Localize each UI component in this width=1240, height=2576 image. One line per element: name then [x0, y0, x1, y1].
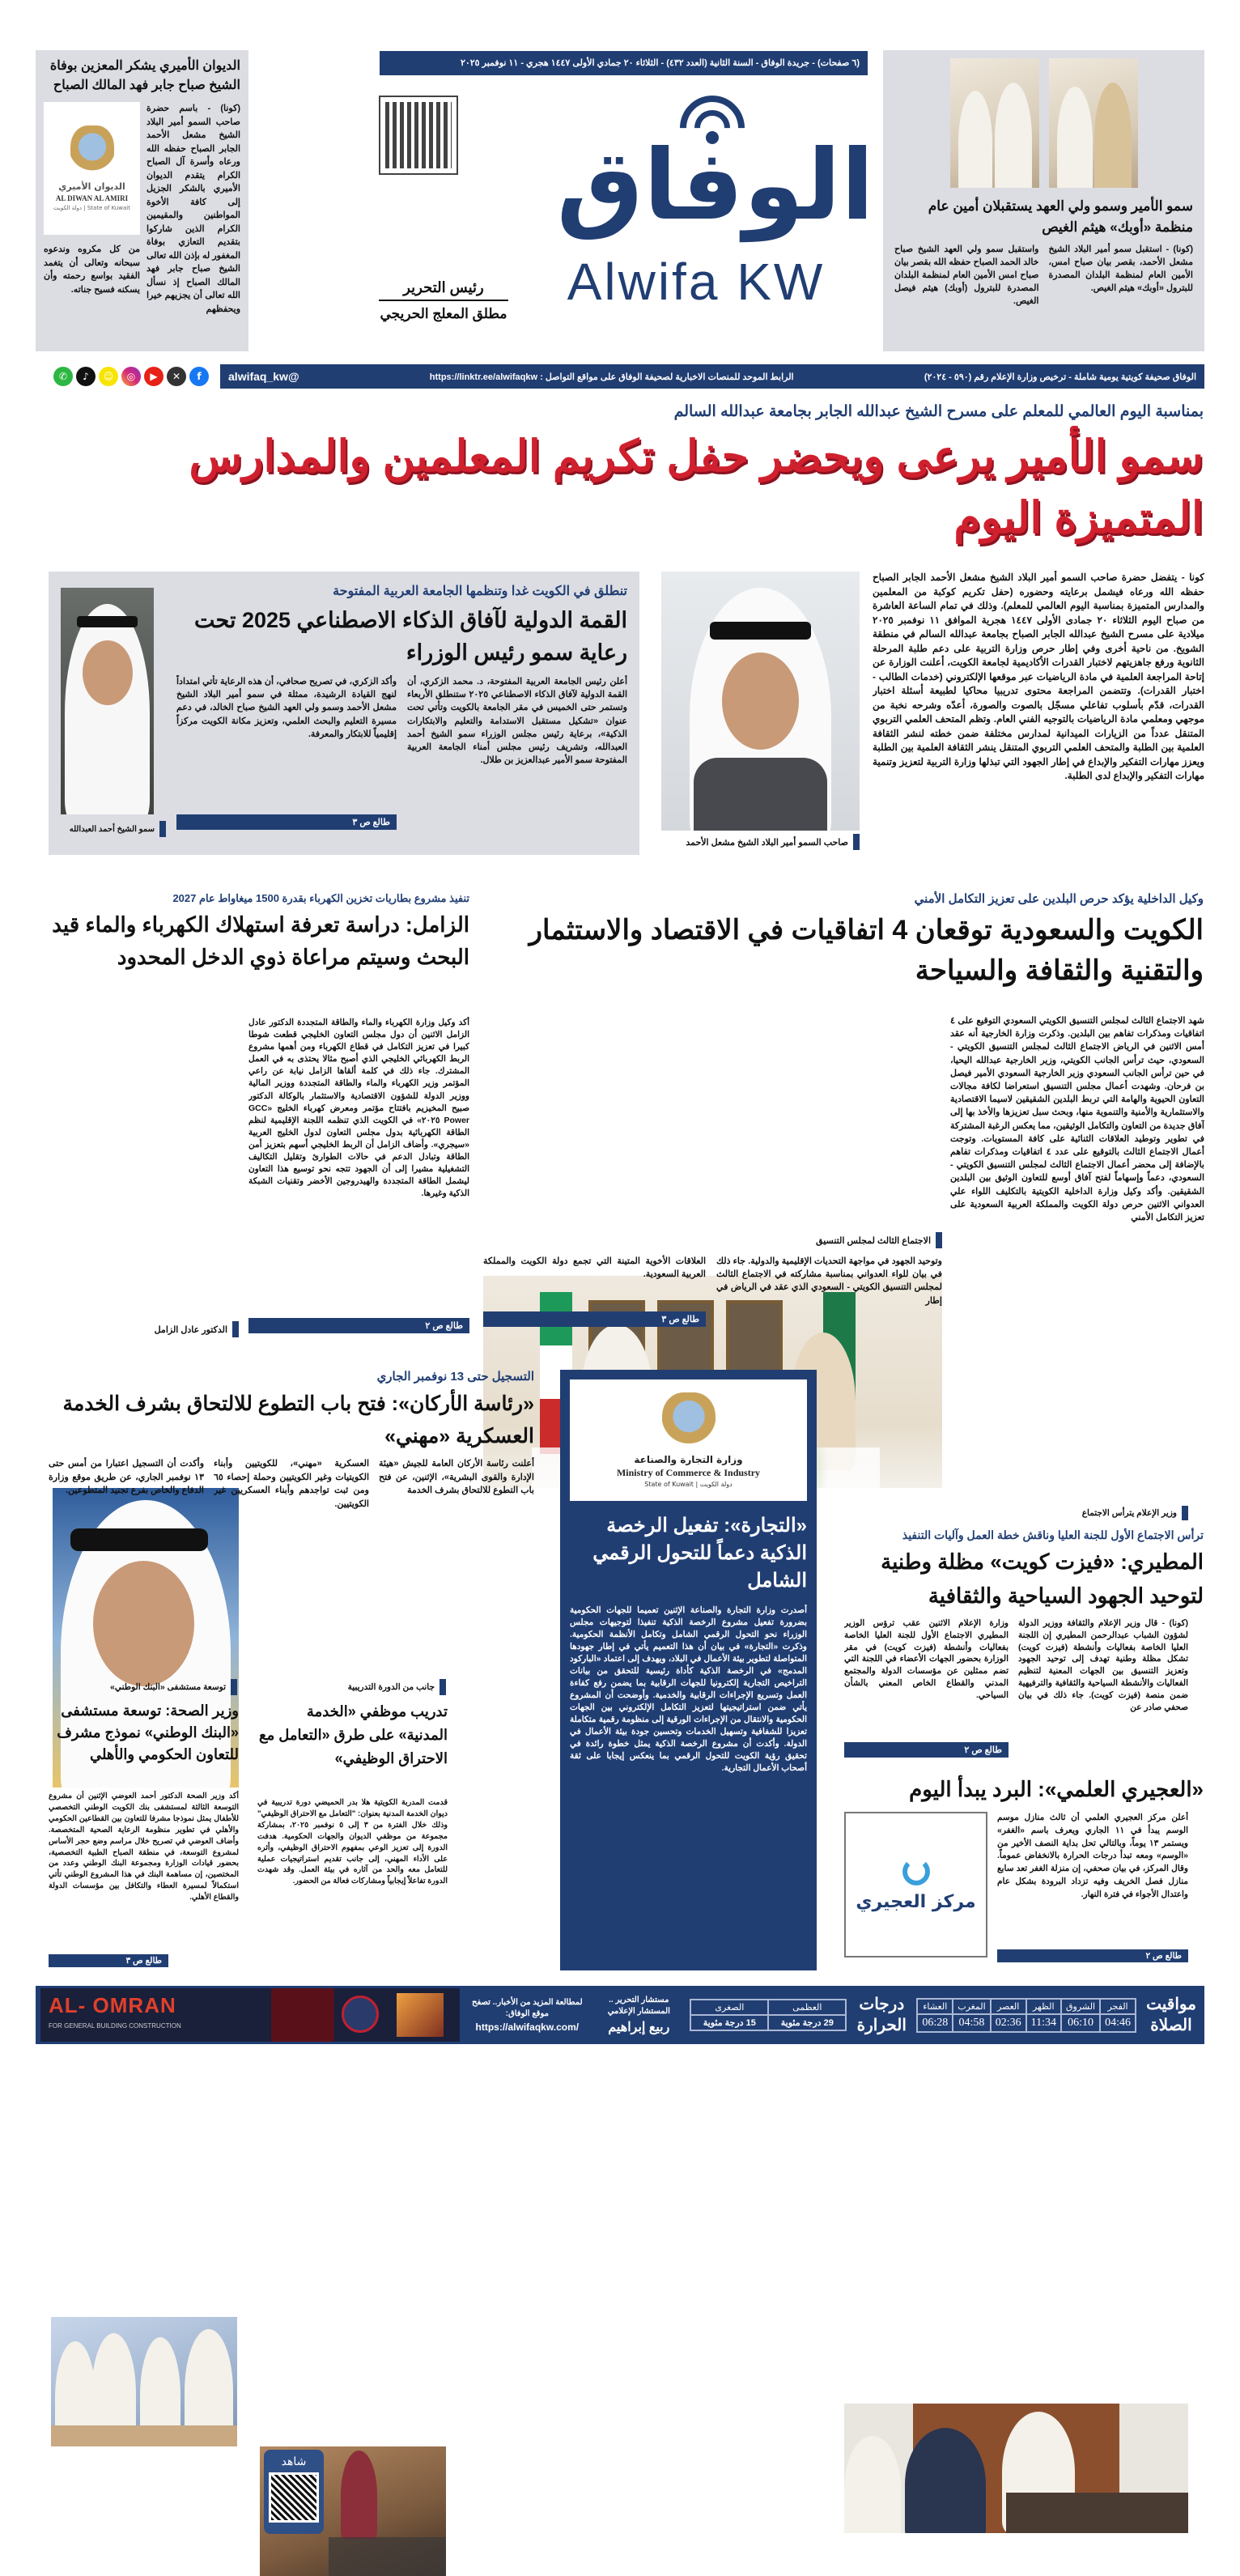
prayer-times-table	[916, 1998, 1136, 2033]
pm-caption-text: سمو الشيخ أحمد العبدالله	[69, 824, 155, 834]
ajairy-logo	[844, 1812, 987, 1958]
commerce-logo	[570, 1379, 807, 1501]
weather-jump-link[interactable]: طالع ص ٢	[997, 1949, 1188, 1962]
site-url[interactable]: https://alwifaqkw.com/	[475, 2021, 580, 2033]
temp-label: العظمى	[768, 2000, 846, 2015]
training-caption-text: جانب من الدورة التدريبية	[347, 1682, 435, 1692]
prayer-time: 04:46	[1100, 2014, 1136, 2032]
commerce-headline[interactable]: «التجارة»: تفعيل الرخصة الذكية دعماً للتحول الرقمي الشامل	[592, 1515, 807, 1592]
temp-value: 15 درجة مئوية	[690, 2015, 768, 2030]
prayer-name: الظهر	[1026, 1999, 1061, 2014]
dateline-bar	[380, 51, 868, 75]
amir-photo-caption	[661, 834, 860, 850]
ai-headline[interactable]: القمة الدولية لآفاق الذكاء الاصطناعي 2025 تحت رعاية سمو رئيس الوزراء	[194, 608, 627, 665]
ai-body-1: أعلن رئيس الجامعة العربية المفتوحة، د. محمد الزكري، أن القمة الدولية لآفاق الذكاء الاصطناعي ٢٠٢٥ ستنطلق الأربعاء وتستمر حتى الخميس في مقر الجامعة بالكويت وتأتي تحت عنوان «تشكيل مستقبل الاستدامة والتعليم والابتكارات الذكية»، برعاية رئيس مجلس الوزراء سمو الشيخ أحمد العبدالله، وتشريف رئيس مجلس أمناء الجامعة العربية المفتوحة سمو الأمير عبدالعزيز بن طلال.	[407, 677, 627, 766]
prayer-time: 11:34	[1026, 2014, 1061, 2032]
facebook-icon[interactable]: f	[189, 367, 209, 386]
logo[interactable]	[518, 89, 874, 332]
editor-label: رئيس التحرير	[379, 279, 508, 301]
army-headline[interactable]: «رئاسة الأركان»: فتح باب التطوع للالتحاق بشرف الخدمة العسكرية «مهني»	[62, 1392, 534, 1447]
al-omran-ad[interactable]	[40, 1988, 460, 2042]
commerce-logo-ar: وزارة التجارة والصناعة	[634, 1454, 743, 1465]
training-headline[interactable]: تدريب موظفي «الخدمة المدنية» على طرق «التعامل مع الاحتراق الوظيفي»	[259, 1703, 448, 1766]
visit-headline[interactable]: المطيري: «فيزت كويت» مظلة وطنية لتوحيد الجهود السياحية والثقافية	[881, 1549, 1204, 1608]
site-block	[466, 1997, 588, 2033]
diwan-story-box	[36, 50, 248, 351]
ai-kicker: تنطلق في الكويت غدا وتنظمها الجامعة العربية المفتوحة	[333, 584, 627, 598]
ad-tagline: FOR GENERAL BUILDING CONSTRUCTION	[49, 2022, 181, 2030]
qr-code[interactable]	[380, 97, 457, 173]
army-col-1: أعلنت رئاسة الأركان العامة للجيش «هيئة الإدارة والقوى البشرية»، الإثنين، عن فتح باب التطوع للالتحاق بشرف الخدمة	[379, 1459, 534, 1495]
visit-kicker: ترأس الاجتماع الأول للجنة العليا وناقش خطة العمل وآليات التنفيذ	[902, 1528, 1204, 1541]
visit-caption-text: وزير الإعلام يترأس الاجتماع	[1081, 1508, 1177, 1518]
opec-photo-crown-prince	[950, 58, 1039, 188]
hospital-headline[interactable]: وزير الصحة: توسعة مستشفى «البنك الوطني» نموذج مشرف للتعاون الحكومي والأهلي	[57, 1702, 239, 1762]
logo-en: Alwifa KW	[567, 253, 826, 311]
commerce-story-box	[560, 1370, 817, 1970]
diwan-body-continued: من كل مكروه وندعوه سبحانه وتعالى أن يتغمد الفقيد بواسع رحمته وأن يسكنه فسيح جناته.	[44, 244, 140, 295]
saudi-photo-caption	[483, 1232, 942, 1248]
opec-body-1: (كونا) - استقبل سمو أمير البلاد الشيخ مشعل الأحمد، بقصر بيان صباح امس، الأمين العام لمنظمة البلدان المصدرة للبترول «أوبك» هيثم الغيص.	[1048, 244, 1193, 293]
advisor-label: مستشار التحرير .. المستشار الإعلامي	[607, 1996, 670, 2016]
ad-brand: AL- OMRAN	[49, 1993, 176, 2017]
site-prompt: لمطالعة المزيد من الأخبار.. تصفح موقع الوفاق:	[471, 1998, 583, 2018]
prayer-title: مواقيت الصلاة	[1146, 1996, 1196, 2034]
license-text: الوفاق صحيفة كويتية يومية شاملة - ترخيص وزارة الإعلام رقم (٥٩٠ - ٢٠٢٤)	[924, 372, 1196, 382]
prayer-name: العصر	[991, 1999, 1026, 2014]
editor-name: مطلق المعلج الحريجي	[380, 306, 507, 321]
advisor-name: ربيع إبراهيم	[608, 2021, 670, 2034]
hospital-photo	[51, 2317, 237, 2446]
ad-photo	[397, 1993, 444, 2037]
training-photo-caption	[260, 1679, 446, 1695]
lead-kicker: بمناسبة اليوم العالمي للمعلم على مسرح الشيخ عبدالله الجابر بجامعة عبدالله السالم	[673, 403, 1204, 420]
logo-ar: الوفاق	[556, 130, 874, 242]
social-icons	[53, 367, 209, 386]
saudi-kicker: وكيل الداخلية يؤكد حرص البلدين على تعزيز التكامل الأمني	[914, 892, 1204, 906]
prayer-time: 06:10	[1061, 2014, 1100, 2032]
info-bar	[220, 364, 1204, 389]
linktree-link[interactable]: الرابط الموحد للمنصات الاخبارية لصحيفة الوفاق على مواقع التواصل : https://linktr.ee/alwifaqkw	[429, 372, 794, 382]
power-jump-link[interactable]: طالع ص ٢	[248, 1318, 469, 1333]
power-kicker: تنفيذ مشروع بطاريات تخزين الكهرباء بقدرة 1500 ميغاواط عام 2027	[172, 892, 469, 904]
ad-logo-icon	[342, 1996, 379, 2033]
saudi-body-1: شهد الاجتماع الثالث لمجلس التنسيق الكويتي السعودي التوقيع على ٤ اتفاقيات ومذكرات تفاهم بين البلدين. وذكرت وزارة الخارجية أنه عقد أمس الاثنين في الرياض الاجتماع الثالث لمجلس التنسيق الكويتي - السعودي، حيث ترأس الجانب الكويتي، وزير الخارجية عبدالله اليحيا، في حين ترأس الجانب السعودي وزير الخارجية السعودي الأمير فيصل بن فرحان. وشهدت أعمال مجلس التنسيق استعراضا لكافة مجالات التعاون الحيوية والهامة التي تربط البلدين الشقيقين لاسيما الاقتصادية والاستثمارية والأمنية والتنموية منها، وبحث سبل تعزيزها والأخذ بها إلى آفاق جديدة من التعاون والتكامل الوثيقين، مما يعكس الرغبة المشتركة في تطوير وتوطيد العلاقات الثنائية على كافة المستويات. وتوجت أعمال الاجتماع الثالث بالتوقيع على عدد ٤ اتفاقيات ومذكرات تفاهم بالإضافة إلى محضر أعمال الاجتماع الثالث لمجلس التنسيق الكويتي - السعودي، دعماً وإسهاماً لفتح آفاق أوسع للتعاون الوثيق بين البلدين الشقيقين. وأكد وكيل وزارة الداخلية الكويتية بالتكليف اللواء علي العدواني الاثنين حرص دولة الكويت والمملكة العربية السعودية على تعزيز التكامل الأمني	[950, 1016, 1204, 1223]
zamel-caption-text: الدكتور عادل الزامل	[154, 1324, 227, 1335]
commerce-body: أصدرت وزارة التجارة والصناعة الإثنين تعميما للجهات الحكومية بضرورة تفعيل مشروع الرخصة الذكية تنفيذا لتوجيهات مجلس الوزراء نحو التحول الرقمي الشامل وتكامل الأنظمة الحكومية. وذكرت «التجارة» في بيان أن هذا التعميم يأتي في إطار جهودها المتواصلة لتطوير بيئة الأعمال في البلاد، ويهدف إلى اعتماد «الباركود المدمج» في الرخصة الذكية كأداة رئيسية للتحقق من بيانات التراخيص التجارية إلكترونيا للجهات الرقابية بما يضمن رفع كفاءة العمل وتسريع الإجراءات الرقابية والخدمية. وأوضحت أن المشروع يأتي ضمن استراتيجيتها لتعزيز التكامل الإلكتروني بين الجهات الحكومية والانتقال من الإجراءات الورقية إلى منظومة رقمية متكاملة تعزيزا للشفافية وتسهيل الخدمات وتحسين جودة بيئة الأعمال في الدولة. وأكدت أن مشروع الرخصة الذكية يمثل خطوة رائدة في تحقيق رؤية الكويت للتحول الرقمي بما ينعكس إيجابا على ثقة أصحاب الأعمال التجارية.	[570, 1605, 807, 1773]
dateline-text: (٦ صفحات) - جريدة الوفاق - السنة الثانية (العدد ٤٣٢) - الثلاثاء ٢٠ جمادي الأولى ١٤٤٧ هجري - ١١ نوفمبر ٢٠٢٥	[460, 58, 860, 68]
diwan-logo-en: AL DIWAN AL AMIRI	[55, 194, 129, 202]
lead-headline[interactable]: سمو الأمير يرعى ويحضر حفل تكريم المعلمين والمدارس المتميزة اليوم	[189, 432, 1204, 542]
diwan-body: (كونا) - باسم حضرة صاحب السمو أمير البلاد الشيخ مشعل الأحمد الجابر الصباح حفظه الله ورعاه وأسرة آل الصباح الكرام يتقدم الديوان الأميري بالشكر الجزيل إلى كافة الأخوة المواطنين والمقيمين الكرام الذين شاركوا بتقديم التعازي بوفاة المغفور له بإذن الله تعالى الشيخ صباح جابر فهد المالك الصباح إذ نسأل الله تعالى أن يجزيهم خيرا ويحفظهم	[147, 104, 240, 314]
crescent-icon	[902, 1858, 930, 1885]
opec-headline[interactable]: سمو الأمير وسمو ولي العهد يستقبلان أمين عام منظمة «أوبك» هيثم الغيص	[928, 198, 1193, 235]
instagram-icon[interactable]: ◎	[121, 367, 141, 386]
amir-caption-text: صاحب السمو أمير البلاد الشيخ مشعل الأحمد	[686, 837, 848, 848]
advisor-block	[594, 1995, 683, 2035]
diwan-logo-state: State of Kuwait | دولة الكويت	[53, 205, 130, 211]
qr-watch-label: شاهد	[281, 2455, 307, 2468]
visit-col-1: (كونا) - قال وزير الإعلام والثقافة ووزير الدولة لشؤون الشباب عبدالرحمن المطيري إن اللجنة العليا الخاصة بفعاليات وأنشطة (فيزت كويت) تشكل مظلة وطنية تهدف إلى توحيد الجهود وتعزيز التنسيق بين الجهات المعنية لتنظيم الفعاليات والأنشطة السياحية والثقافية والترفيهية ضمن منصة (فيزت كويت). جاء ذلك في بيان صحفي صادر عن	[1018, 1618, 1188, 1712]
caption-marker	[853, 834, 860, 850]
ai-jump-link[interactable]: طالع ص ٣	[176, 814, 397, 830]
visit-jump-link[interactable]: طالع ص ٢	[844, 1742, 1009, 1758]
prayer-name: الشروق	[1061, 1999, 1100, 2014]
zamel-photo-caption	[53, 1321, 239, 1337]
snapchat-icon[interactable]: ☺	[99, 367, 118, 386]
footer-bar	[36, 1986, 1204, 2044]
power-body: أكد وكيل وزارة الكهرباء والماء والطاقة المتجددة الدكتور عادل الزامل الاثنين أن دول مجلس التعاون الخليجي قطعت شوطا كبيرا في تعزيز التكامل في قطاع الكهرباء ومن أهمها مشروع الربط الكهربائي الخليجي الذي أصبح مثالا يحتذى به في العمل المشترك. جاء ذلك في كلمة ألقاها الزامل نيابة عن راعي المؤتمر وزير الكهرباء والماء والطاقة المتجددة ووزير المالية ووزير الدولة للشؤون الاقتصادية والاستثمار بالوكالة الدكتور صبيح المخيزيم بافتتاح مؤتمر ومعرض كهرباء الخليج «GCC Power ٢٠٢٥» في الكويت الذي تنظمه اللجنة الإقليمية لنظم الطاقة الكهربائية بدول مجلس التعاون لدول الخليج العربية «سيجري». وأضاف الزامل أن الربط الخليجي أسهم بتعزيز أمن الطاقة وتبادل الدعم في حالات الطوارئ وتقليل التكاليف التشغيلية مشيرا إلى أن الجهود تتجه نحو توسيع هذا التعاون ليشمل الطاقة المتجددة والهيدروجين الأخضر وتقنيات الشبكة الذكية وغيرها.	[248, 1018, 469, 1199]
temp-value: 29 درجة مئوية	[768, 2015, 846, 2030]
pm-photo	[61, 588, 154, 814]
saudi-headline[interactable]: الكويت والسعودية توقعان 4 اتفاقيات في الاقتصاد والاستثمار والتقنية والثقافة والسياحة	[529, 915, 1204, 986]
temp-title: درجات الحرارة	[856, 1996, 907, 2034]
prayer-name: المغرب	[953, 1999, 991, 2014]
commerce-logo-state: State of Kuwait | دولة الكويت	[644, 1481, 733, 1488]
training-body: قدمت المدربة الكويتية هلا بدر الحميضي دورة تدريبية في ديوان الخدمة المدنية بعنوان: "التعامل مع الاحتراق الوظيفي" وذلك خلال الفترة من ٣ إلى ٥ نوفمبر ٢٠٢٥، بمشاركة مجموعة من موظفي الديوان والجهات الحكومية. هدفت الدورة إلى تعزيز الوعي بمفهوم الاحتراق الوظيفي، وأثره على الأداء المهني، إلى جانب تقديم استراتيجيات عملية للتعامل معه والحد من آثاره في بيئة العمل. وقد شهدت الدورة تفاعلاً إيجابياً ومشاركات فعالة من الحضور.	[257, 1798, 448, 1886]
weather-headline[interactable]: «العجيري العلمي»: البرد يبدأ اليوم	[909, 1777, 1204, 1801]
diwan-headline[interactable]: الديوان الأميري يشكر المعزين بوفاة الشيخ صباح جابر فهد المالك الصباح	[49, 59, 240, 92]
temperature-table	[690, 1999, 847, 2031]
diwan-logo	[44, 102, 140, 235]
x-icon[interactable]: ✕	[167, 367, 186, 386]
prayer-time: 06:28	[917, 2014, 953, 2032]
visit-kuwait-photo	[844, 2404, 1188, 2533]
prayer-name: الفجر	[1100, 1999, 1136, 2014]
pm-photo-caption	[61, 821, 166, 837]
army-col-2: العسكرية «مهني»، للكويتيين وأبناء الكويتيات وغير الكويتيين وحملة إحصاء ٦٥ ومن ثبت تواجدهم وأبناء العسكريين غير الكويتيين.	[214, 1459, 369, 1509]
visit-kuwait-photo-caption	[844, 1506, 1188, 1520]
opec-story-box	[883, 50, 1204, 351]
hospital-caption-text: توسعة مستشفى «البنك الوطني»	[110, 1682, 226, 1692]
power-headline[interactable]: الزامل: دراسة تعرفة استهلاك الكهرباء والماء قيد البحث وسيتم مراعاة ذوي الدخل المحدود	[52, 912, 469, 969]
opec-body-2: واستقبل سمو ولي العهد الشيخ صباح خالد الحمد الصباح حفظه الله بقصر بيان صباح امس الأمين العام لمنظمة البلدان المصدرة للبترول (أوبك) هيثم فيصل الغيص.	[894, 244, 1039, 306]
lead-body: كونا - يتفضل حضرة صاحب السمو أمير البلاد الشيخ مشعل الأحمد الجابر الصباح حفظه الله ورعاه فيشمل برعايته وحضوره (حفل تكريم كوكبة من المعلمين والمدارس المتميزة بمناسبة اليوم العالمي للمعلم). وذلك في تمام الساعة العاشرة من صباح اليوم الثلاثاء ٢٠ جمادى الأولى ١٤٤٧ هجرية الموافق ١١ نوفمبر ٢٠٢٥ ميلادية على مسرح الشيخ عبدالله الجابر الصباح بجامعة عبدالله السالم في منطقة الشويخ. من ناحية أخرى وفي إطار حرص وزارة التربية على دعم طلبة المرحلة الثانوية ورفع جاهزيتهم لاختبار القدرات الأكاديمية لجامعة الكويت، أعلنت الوزارة عن إتاحة المراجعة العلمية في مادة الرياضيات عبر موقعها الإلكتروني (خدمات الطالب - اختبار القدرات). وتتضمن المراجعة محتوى تدريبيا محاكيا لطبيعة أسئلة اختبار القدرات، قدّم بأسلوب تفاعلي مسجّل بالصوت والصورة، أعدّه وشرحه نخبة من موجهي ومعلمي مادة الرياضيات بالتوجيه الفني العام. وتظم المتحف العلمي التربوي المتنقل عدداً من الزيارات الميدانية لمدارس مختلفة ضمن خطته لنشر الثقافة العلمية بين الطلبة والمتحف العلمي التربوي المتنقل ينشر الثقافة العلمية بين الطلبة ويعزز مهارات التفكير والإبداع في إطار الجهود التي تبذلها وزارة التربية لتعزيز وتنمية مهارات التفكير والإبداع لدى الطلبة.	[873, 572, 1204, 781]
kuwait-emblem-icon	[662, 1392, 716, 1452]
prayer-name: العشاء	[917, 1999, 953, 2014]
editor-block	[379, 279, 508, 322]
qr-watch-box[interactable]	[264, 2450, 324, 2534]
army-kicker: التسجيل حتى 13 نوفمبر الجاري	[376, 1370, 534, 1384]
army-col-3: وأكدت أن التسجيل اعتبارا من أمس حتى ١٣ نوفمبر الجاري، عن طريق موقع وزارة الدفاع والخاص بفرع تجنيد المتطوعين.	[49, 1459, 204, 1495]
commerce-logo-en: Ministry of Commerce & Industry	[616, 1467, 761, 1478]
ai-summit-box	[49, 572, 639, 855]
youtube-icon[interactable]: ▶	[144, 367, 163, 386]
saudi-jump-link[interactable]: طالع ص ٣	[483, 1311, 706, 1327]
amir-photo	[661, 572, 860, 831]
hospital-photo-caption	[51, 1679, 237, 1695]
visit-col-2: وزارة الإعلام الاثنين عقب ترؤس الوزير المطيري الاجتماع الأول للجنة العليا الخاصة بفعاليات وأنشطة (فيزت كويت) في مقر الوزارة بحضور الجهات الأعضاء في اللجنة التي تضم ممثلين عن مؤسسات الدولة والمجتمع المدني والقطاع الخاص المعني بالشأن السياحي.	[844, 1618, 1009, 1700]
saudi-caption-text: الاجتماع الثالث لمجلس التنسيق	[816, 1235, 931, 1246]
whatsapp-icon[interactable]: ✆	[53, 367, 73, 386]
prayer-time: 04:58	[953, 2014, 991, 2032]
weather-body: أعلن مركز العجيري العلمي أن ثالث منازل موسم الوسم يبدأ في ١١ الجاري ويعرف باسم «الغفر» ويستمر ١٣ يوماً، وبالتالي تحل بداية النصف الأخير من «الوسم» ومعه تبدأ درجات الحرارة بالانخفاض عموماً. وقال المركز، في بيان صحفي، إن منزلة الغفر تعد سابع منازل فصل الخريف وفيه تزداد البرودة بشكل عام واعتدال الأجواء في فترة النهار.	[997, 1813, 1188, 1899]
social-handle[interactable]: @alwifaq_kw	[228, 370, 299, 383]
hospital-jump-link[interactable]: طالع ص ٣	[49, 1954, 168, 1967]
opec-photo-amir	[1049, 58, 1138, 188]
temp-label: الصغرى	[690, 2000, 768, 2015]
kuwait-emblem-icon	[70, 125, 114, 179]
saudi-body-2: وتوحيد الجهود في مواجهة التحديات الإقليمية والدولية. جاء ذلك في بيان للواء العدواني بمناسبة مشاركته في الاجتماع الثالث لمجلس التنسيق الكويتي - السعودي الذي عقد في الرياض في إطار	[716, 1256, 942, 1306]
diwan-logo-ar: الديوان الأميري	[58, 181, 125, 192]
hospital-body: أكد وزير الصحة الدكتور أحمد العوضي الإثنين أن مشروع التوسعة الثالثة لمستشفى بنك الكويت الوطني التخصصي للأطفال يمثل نموذجا مشرفا للتعاون بين القطاعين الحكومي والأهلي في تطوير منظومة الرعاية الصحية المتخصصة. وأضاف العوضي في تصريح خلال مراسم وضع حجر الأساس لمشروع التوسعة، في منطقة الصباح الطبية التخصصية، بحضور قيادات الوزارة ومجموعة البنك الوطني وعدد من المختصين، إن مساهمة البنك في هذا المشروع الوطني تأتي استكمالاً لمسيرة العطاء والتكافل بين مؤسسات الدولة والقطاع الأهلي.	[49, 1792, 239, 1902]
tiktok-icon[interactable]: ♪	[76, 367, 96, 386]
ajairy-logo-text: مركز العجيري	[856, 1891, 976, 1912]
ai-body-2: وأكد الزكري، في تصريح صحافي، أن هذه الرعاية تأتي امتداداً لنهج القيادة الرشيدة، ممثلة في سمو أمير البلاد الشيخ مشعل الأحمد وسمو ولي العهد الشيخ صباح الخالد، في دعم مسيرة التعليم والبحث العلمي، وتعزيز مكانة الكويت مركزاً إقليمياً للابتكار والمعرفة.	[176, 677, 397, 739]
saudi-body-3: العلاقات الأخوية المتينة التي تجمع دولة الكويت والمملكة العربية السعودية.	[483, 1256, 706, 1280]
prayer-time: 02:36	[991, 2014, 1026, 2032]
training-photo	[260, 2446, 446, 2576]
